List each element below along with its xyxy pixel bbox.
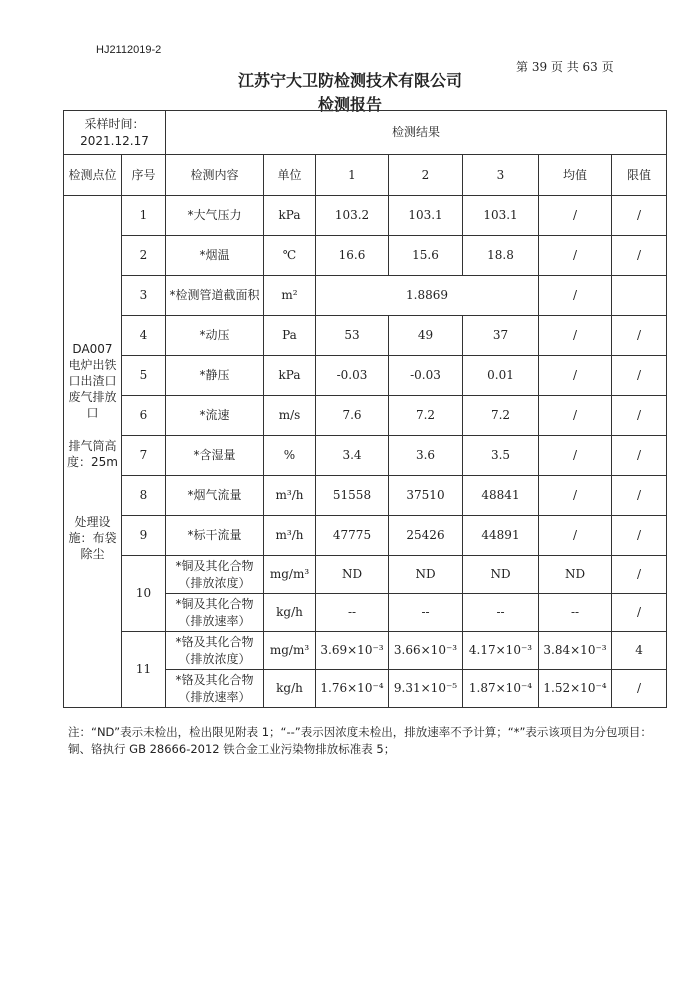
unit-cell: kg/h <box>264 594 316 632</box>
item-cell: *检测管道截面积 <box>166 276 264 316</box>
value-3: 4.17×10⁻³ <box>463 632 539 670</box>
item-cell: *铜及其化合物（排放速率） <box>166 594 264 632</box>
average-cell: / <box>539 436 612 476</box>
seq-cell: 2 <box>122 236 166 276</box>
value-2: 3.66×10⁻³ <box>389 632 463 670</box>
unit-cell: kPa <box>264 196 316 236</box>
table-row <box>64 316 667 356</box>
value-1: ND <box>316 556 389 594</box>
limit-cell: / <box>612 556 667 594</box>
average-cell: -- <box>539 594 612 632</box>
table-row <box>64 276 667 316</box>
seq-cell: 4 <box>122 316 166 356</box>
unit-cell: kg/h <box>264 670 316 708</box>
value-3: 103.1 <box>463 196 539 236</box>
limit-cell: 4 <box>612 632 667 670</box>
header-seq: 序号 <box>122 155 166 196</box>
header-limit: 限值 <box>612 155 667 196</box>
value-3: 37 <box>463 316 539 356</box>
seq-cell: 11 <box>122 632 166 708</box>
header-1: 1 <box>316 155 389 196</box>
header-unit: 单位 <box>264 155 316 196</box>
limit-cell: / <box>612 594 667 632</box>
header-2: 2 <box>389 155 463 196</box>
seq-cell: 1 <box>122 196 166 236</box>
average-cell: / <box>539 316 612 356</box>
limit-cell: / <box>612 436 667 476</box>
average-cell: 1.52×10⁻⁴ <box>539 670 612 708</box>
page-number: 第 39 页 共 63 页 <box>516 60 614 74</box>
value-2: ND <box>389 556 463 594</box>
stack-height: 排气筒高度：25m <box>67 438 118 469</box>
value-3: 48841 <box>463 476 539 516</box>
value-3: -- <box>463 594 539 632</box>
value-2: 25426 <box>389 516 463 556</box>
unit-cell: kPa <box>264 356 316 396</box>
table-row <box>64 476 667 516</box>
value-2: 103.1 <box>389 196 463 236</box>
document-code: HJ2112019-2 <box>96 44 162 56</box>
seq-cell: 8 <box>122 476 166 516</box>
value-1: 1.76×10⁻⁴ <box>316 670 389 708</box>
company-name: 江苏宁大卫防检测技术有限公司 <box>237 71 462 90</box>
seq-cell: 5 <box>122 356 166 396</box>
value-2: 7.2 <box>389 396 463 436</box>
limit-cell: / <box>612 396 667 436</box>
merged-value: 1.8869 <box>316 276 539 316</box>
table-row <box>64 396 667 436</box>
limit-cell <box>612 276 667 316</box>
header-item: 检测内容 <box>166 155 264 196</box>
item-cell: *大气压力 <box>166 196 264 236</box>
unit-cell: % <box>264 436 316 476</box>
item-cell: *动压 <box>166 316 264 356</box>
limit-cell: / <box>612 356 667 396</box>
value-2: 49 <box>389 316 463 356</box>
limit-cell: / <box>612 670 667 708</box>
value-1: 7.6 <box>316 396 389 436</box>
average-cell: / <box>539 396 612 436</box>
limit-cell: / <box>612 476 667 516</box>
value-2: -- <box>389 594 463 632</box>
limit-cell: / <box>612 236 667 276</box>
results-header: 检测结果 <box>166 111 667 155</box>
value-1: -- <box>316 594 389 632</box>
unit-cell: m³/h <box>264 476 316 516</box>
unit-cell: m/s <box>264 396 316 436</box>
average-cell: / <box>539 276 612 316</box>
seq-cell: 3 <box>122 276 166 316</box>
unit-cell: m³/h <box>264 516 316 556</box>
report-title: 检测报告 <box>317 95 382 114</box>
value-3: 1.87×10⁻⁴ <box>463 670 539 708</box>
value-3: ND <box>463 556 539 594</box>
value-1: 3.69×10⁻³ <box>316 632 389 670</box>
header-3: 3 <box>463 155 539 196</box>
value-2: -0.03 <box>389 356 463 396</box>
limit-cell: / <box>612 316 667 356</box>
table-row <box>64 356 667 396</box>
point-name: DA007 电炉出铁口出渣口废气排放口 <box>68 341 117 421</box>
seq-cell: 7 <box>122 436 166 476</box>
value-3: 0.01 <box>463 356 539 396</box>
average-cell: / <box>539 476 612 516</box>
item-cell: *烟气流量 <box>166 476 264 516</box>
value-2: 3.6 <box>389 436 463 476</box>
average-cell: / <box>539 516 612 556</box>
unit-cell: mg/m³ <box>264 556 316 594</box>
unit-cell: mg/m³ <box>264 632 316 670</box>
value-1: 51558 <box>316 476 389 516</box>
item-cell: *铬及其化合物（排放浓度） <box>166 632 264 670</box>
seq-cell: 10 <box>122 556 166 632</box>
average-cell: / <box>539 236 612 276</box>
item-cell: *铬及其化合物（排放速率） <box>166 670 264 708</box>
sampling-time-label: 采样时间： <box>84 117 145 132</box>
value-3: 18.8 <box>463 236 539 276</box>
item-cell: *静压 <box>166 356 264 396</box>
average-cell: / <box>539 356 612 396</box>
item-cell: *标干流量 <box>166 516 264 556</box>
item-cell: *烟温 <box>166 236 264 276</box>
table-row <box>64 556 667 594</box>
unit-cell: Pa <box>264 316 316 356</box>
item-cell: *铜及其化合物（排放浓度） <box>166 556 264 594</box>
value-1: 47775 <box>316 516 389 556</box>
sampling-date: 2021.12.17 <box>80 133 149 148</box>
footnote: 注：“ND”表示未检出，检出限见附表 1；“--”表示因浓度未检出，排放速率不予计算；“*”表示该项目为分包项目：铜、铬执行 GB 28666-2012 铁合金工业污染物排放标准表 5； <box>68 725 652 756</box>
unit-cell: ℃ <box>264 236 316 276</box>
header-avg: 均值 <box>539 155 612 196</box>
value-1: -0.03 <box>316 356 389 396</box>
average-cell: ND <box>539 556 612 594</box>
limit-cell: / <box>612 196 667 236</box>
value-1: 3.4 <box>316 436 389 476</box>
monitoring-point-cell <box>64 196 122 708</box>
value-1: 103.2 <box>316 196 389 236</box>
average-cell: 3.84×10⁻³ <box>539 632 612 670</box>
sampling-time-cell <box>64 111 166 155</box>
value-3: 44891 <box>463 516 539 556</box>
table-row <box>64 236 667 276</box>
table-row <box>64 632 667 670</box>
unit-cell: m² <box>264 276 316 316</box>
value-2: 37510 <box>389 476 463 516</box>
results-table <box>63 110 667 708</box>
average-cell: / <box>539 196 612 236</box>
value-3: 3.5 <box>463 436 539 476</box>
item-cell: *含湿量 <box>166 436 264 476</box>
header-point: 检测点位 <box>64 155 122 196</box>
limit-cell: / <box>612 516 667 556</box>
treatment-facility: 处理设施：布袋除尘 <box>68 514 117 562</box>
value-1: 16.6 <box>316 236 389 276</box>
item-cell: *流速 <box>166 396 264 436</box>
value-3: 7.2 <box>463 396 539 436</box>
table-row <box>64 516 667 556</box>
value-1: 53 <box>316 316 389 356</box>
table-row <box>64 196 667 236</box>
table-row <box>64 436 667 476</box>
seq-cell: 6 <box>122 396 166 436</box>
value-2: 9.31×10⁻⁵ <box>389 670 463 708</box>
value-2: 15.6 <box>389 236 463 276</box>
seq-cell: 9 <box>122 516 166 556</box>
